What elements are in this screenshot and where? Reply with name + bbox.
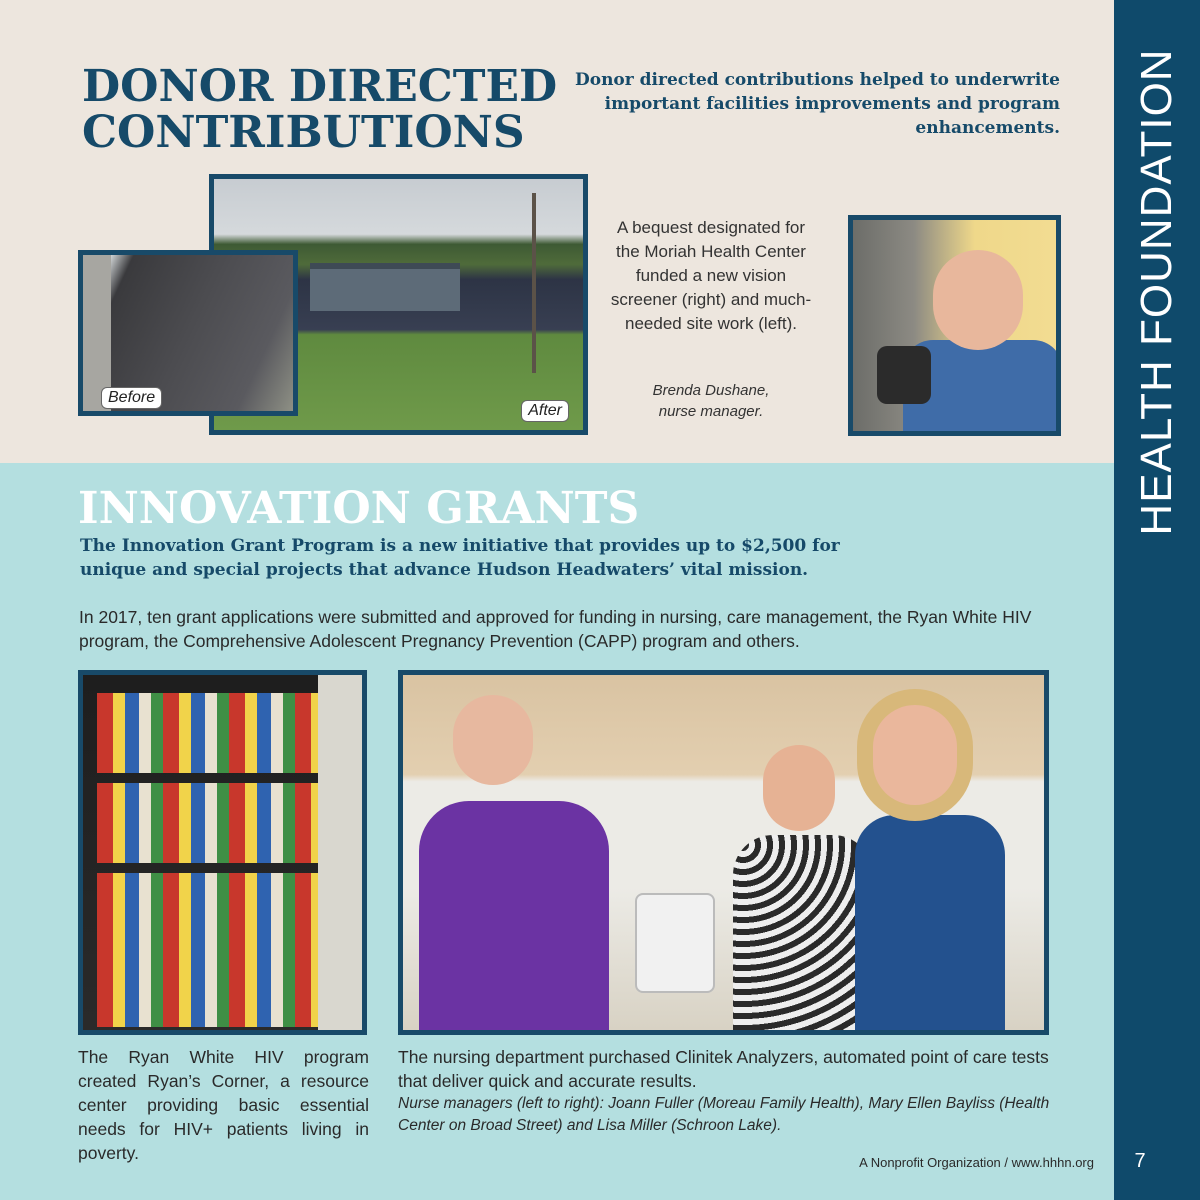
donor-heading xyxy=(82,61,558,158)
pantry-shelf xyxy=(97,873,319,953)
footer-text: A Nonprofit Organization / www.hhhn.org xyxy=(859,1155,1094,1170)
photo-credit xyxy=(610,380,812,422)
ryans-corner-caption: The Ryan White HIV program created Ryan’s Corner, a resource center providing basic essential needs for HIV+ patients living in poverty. xyxy=(78,1047,369,1163)
nurse-left-face xyxy=(453,695,533,785)
pantry-shelf xyxy=(97,783,319,863)
nurse-right-face xyxy=(873,705,957,805)
donor-intro: Donor directed contributions helped to underwrite important facilities improvements and program enhancements. xyxy=(574,70,1060,138)
nurse-face xyxy=(933,250,1023,350)
clinitek-analyzer xyxy=(635,893,715,993)
donor-heading-line1: DONOR DIRECTED xyxy=(82,61,558,112)
nurse-right-body xyxy=(855,815,1005,1035)
pantry-shelf xyxy=(97,947,319,1027)
clinitek-caption: The nursing department purchased Clinitek Analyzers, automated point of care tests that deliver quick and accurate results. xyxy=(398,1047,1049,1091)
credit-role: nurse manager. xyxy=(658,403,764,420)
health-center-building xyxy=(310,263,460,311)
pantry-shelf xyxy=(97,693,319,773)
page-number: 7 xyxy=(1134,1150,1146,1172)
innovation-heading: INNOVATION GRANTS xyxy=(78,483,640,534)
tree-trunk xyxy=(532,193,536,373)
after-label: After xyxy=(521,400,569,422)
innovation-subheading: The Innovation Grant Program is a new initiative that provides up to $2,500 for unique and special projects that advance Hudson Headwaters’ vital mission. xyxy=(80,536,840,580)
before-label: Before xyxy=(101,387,162,409)
ryans-corner-photo xyxy=(78,670,367,1035)
before-photo xyxy=(78,250,298,416)
nurse-managers-photo xyxy=(398,670,1049,1035)
credit-name: Brenda Dushane, xyxy=(652,382,770,399)
bequest-caption: A bequest designated for the Moriah Health Center funded a new vision screener (right) and much-needed site work (left). xyxy=(610,218,812,333)
cabinet-door xyxy=(318,675,362,1035)
donor-heading-line2: CONTRIBUTIONS xyxy=(82,107,525,158)
sidebar-title: HEALTH FOUNDATION xyxy=(1132,48,1181,536)
vision-screener-photo xyxy=(848,215,1061,436)
nurse-middle-body xyxy=(733,835,873,1035)
nurse-managers-credit: Nurse managers (left to right): Joann Fuller (Moreau Family Health), Mary Ellen Bayliss (Health Center on Broad Street) and Lisa Miller (Schroon Lake). xyxy=(398,1095,1050,1134)
nurse-middle-face xyxy=(763,745,835,831)
nurse-left-body xyxy=(419,801,609,1035)
innovation-body: In 2017, ten grant applications were submitted and approved for funding in nursing, care management, the Ryan White HIV program, the Comprehensive Adolescent Pregnancy Prevention (CAPP) program and others. xyxy=(79,607,1032,651)
vision-screener-device xyxy=(877,346,931,404)
